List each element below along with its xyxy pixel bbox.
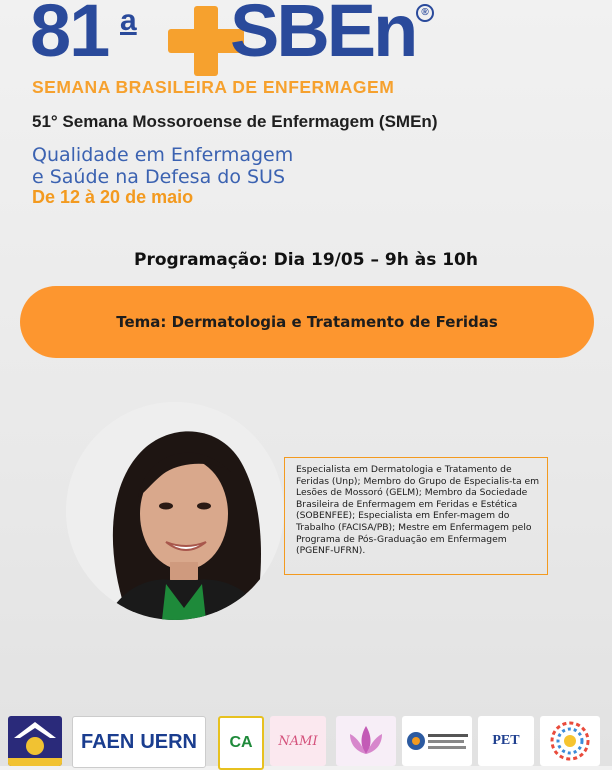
- smen-logo: [8, 716, 62, 766]
- tagline-line2: e Saúde na Defesa do SUS: [32, 166, 286, 188]
- uern-label: UERN: [140, 731, 197, 753]
- event-name: SEMANA BRASILEIRA DE ENFERMAGEM: [32, 77, 395, 97]
- logo-number: 81: [30, 0, 109, 72]
- pet-logo: [478, 716, 534, 766]
- event-dates: De 12 à 20 de maio: [32, 187, 194, 207]
- theme-banner: [20, 286, 594, 358]
- faen-uern-logo: [72, 716, 206, 768]
- schedule-text: Programação: Dia 19/05 – 9h às 10h: [134, 250, 478, 270]
- nami-label: NAMI: [278, 733, 318, 749]
- logo-word: SBEn: [230, 0, 416, 72]
- theme-text: Tema: Dermatologia e Tratamento de Feridas: [116, 312, 498, 331]
- faen-label: FAEN: [80, 731, 135, 753]
- registered-mark: ®: [416, 4, 434, 22]
- tagline-line1: Qualidade em Enfermagem: [32, 144, 294, 166]
- local-event-title: 51° Semana Mossoroense de Enfermagem (SMEn): [32, 112, 438, 131]
- speaker-photo: [66, 402, 284, 620]
- ca-label: CA: [229, 734, 253, 751]
- logo-superscript: a: [120, 4, 137, 37]
- lotus-logo: [336, 716, 396, 766]
- colorful-circle-logo: [540, 716, 600, 766]
- nami-logo: [270, 716, 326, 766]
- sponsor-logos: [0, 716, 612, 766]
- pet-label: PET: [492, 733, 520, 748]
- speaker-bio: Especialista em Dermatologia e Tratamento de Feridas (Unp); Membro do Grupo de Especialis-ta em Lesões de Mossoró (GELM); Membro da Sociedade Brasileira de Enfermagem em Feridas e Estética (SOBENFEE); Especialista em Enfer-magem do Trabalho (FACISA/PB); Mestre em Enfermagem pelo Programa de Pós-Graduação em Enfermagem (PGENF-UFRN).: [296, 464, 540, 557]
- ca-logo: [218, 716, 264, 770]
- research-group-logo: [402, 716, 472, 766]
